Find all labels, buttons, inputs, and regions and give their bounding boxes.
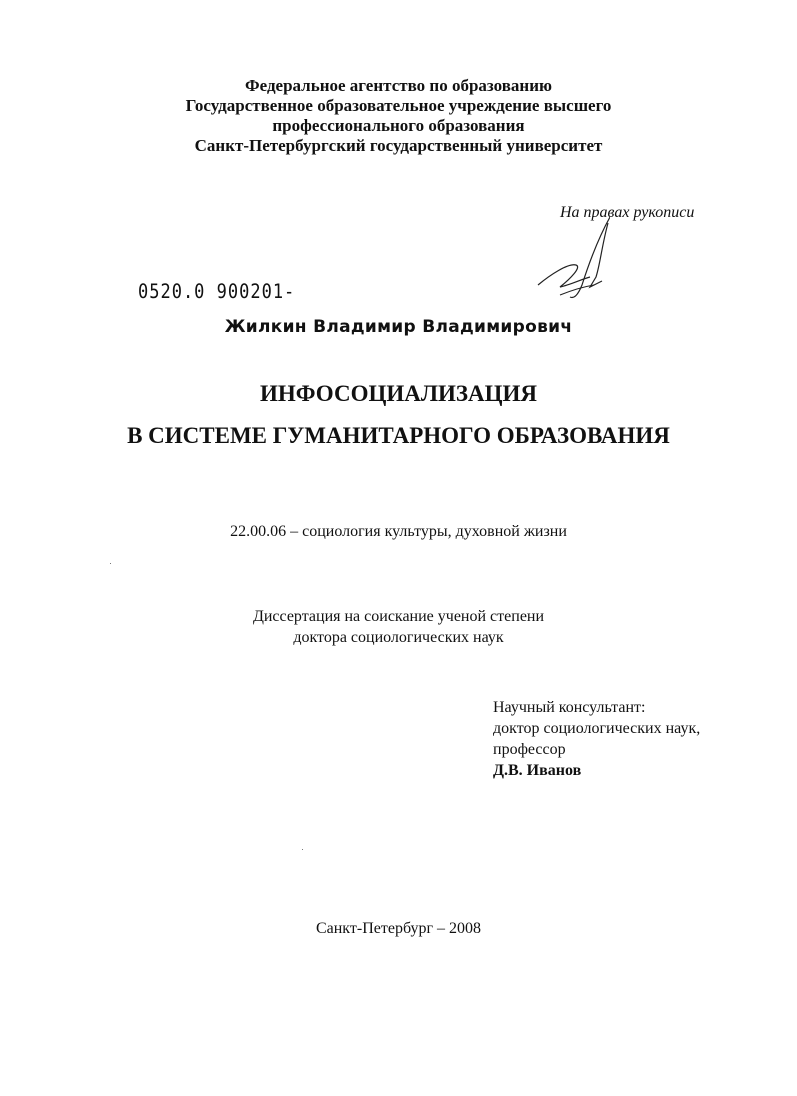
city-year: Санкт-Петербург – 2008 [315,920,482,937]
scan-speck [110,563,111,564]
institution-header [0,76,797,156]
header-line-3: профессионального образования [272,116,525,135]
consultant-name: Д.В. Иванов [493,762,582,779]
header-line-4: Санкт-Петербургский государственный университет [194,136,603,155]
header-line-2: Государственное образовательное учреждение высшего [185,96,612,115]
handwritten-signature [530,215,610,305]
dissertation-title-line-1: ИНФОСОЦИАЛИЗАЦИЯ [259,381,538,406]
degree-line-2: доктора социологических наук [293,629,504,646]
header-line-1: Федеральное агентство по образованию [245,76,552,95]
degree-line-1: Диссертация на соискание ученой степени [252,608,545,625]
author-name: Жилкин Владимир Владимирович [224,317,573,337]
scan-speck [302,849,303,850]
consultant-label: Научный консультант: [493,699,646,716]
dissertation-title-line-2: В СИСТЕМЕ ГУМАНИТАРНОГО ОБРАЗОВАНИЯ [127,423,670,448]
consultant-degree: доктор социологических наук, [493,720,701,737]
consultant-rank: профессор [493,741,566,758]
specialty-code: 22.00.06 – социология культуры, духовной жизни [230,523,567,540]
scientific-consultant [493,697,700,781]
registration-stamp: 0520.0 900201- [138,280,296,304]
degree-statement [0,606,797,648]
manuscript-note: На правах рукописи [560,204,695,221]
